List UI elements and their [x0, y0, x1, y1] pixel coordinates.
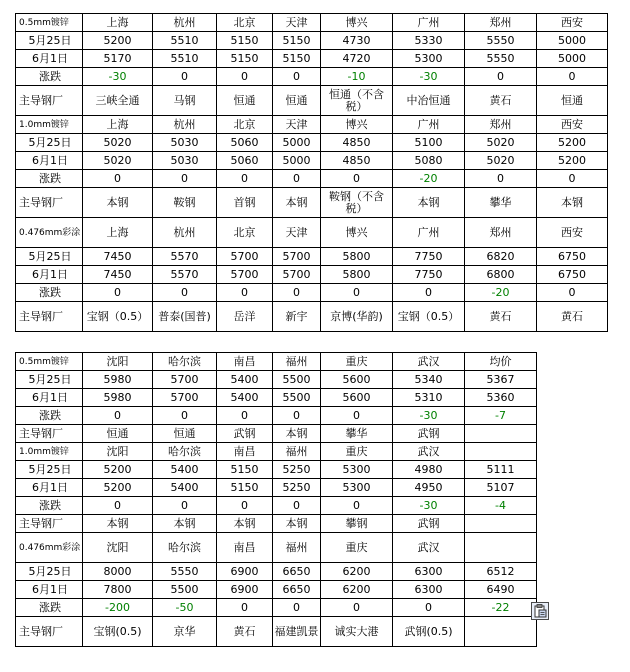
- table-cell: 6750: [537, 248, 608, 266]
- table-cell: 天津: [273, 14, 321, 32]
- table-cell: 南昌: [217, 443, 273, 461]
- table-cell: 本钢: [83, 515, 153, 533]
- table-cell: 杭州: [153, 14, 217, 32]
- row-label: 主导钢厂: [16, 302, 83, 332]
- table-cell: 7450: [83, 266, 153, 284]
- table-cell: 5250: [273, 479, 321, 497]
- table-cell: 天津: [273, 218, 321, 248]
- table-cell: [465, 425, 537, 443]
- table-row: [16, 371, 537, 389]
- table-cell: 本钢: [83, 188, 153, 218]
- table-cell: 0: [465, 170, 537, 188]
- table-row: [16, 353, 537, 371]
- table-cell: 5020: [83, 134, 153, 152]
- table-cell: 武钢: [393, 425, 465, 443]
- table-cell: 天津: [273, 116, 321, 134]
- table-cell: 普泰(国普): [153, 302, 217, 332]
- table-cell: -20: [393, 170, 465, 188]
- table-cell: 郑州: [465, 218, 537, 248]
- table-cell: 5700: [153, 371, 217, 389]
- table-cell: 福州: [273, 533, 321, 563]
- row-label: 涨跌: [16, 599, 83, 617]
- table-row: [16, 533, 537, 563]
- table-cell: 重庆: [321, 443, 393, 461]
- row-label: 0.5mm镀锌: [16, 14, 83, 32]
- table-cell: 中冶恒通: [393, 86, 465, 116]
- table-cell: 5700: [217, 248, 273, 266]
- table-cell: 0: [321, 407, 393, 425]
- table-cell: 5500: [153, 581, 217, 599]
- table-cell: 0: [273, 407, 321, 425]
- table-cell: 5150: [217, 50, 273, 68]
- table-cell: 6650: [273, 563, 321, 581]
- table-cell: 5030: [153, 152, 217, 170]
- table-cell: 0: [273, 599, 321, 617]
- table-cell: 5510: [153, 32, 217, 50]
- table-cell: 5400: [153, 479, 217, 497]
- table-cell: 宝钢(0.5): [83, 617, 153, 647]
- table-cell: 5020: [465, 152, 537, 170]
- table-cell: 4850: [321, 152, 393, 170]
- row-label: 涨跌: [16, 284, 83, 302]
- table-row: [16, 68, 608, 86]
- table-cell: -22: [465, 599, 537, 617]
- table-cell: 0: [153, 284, 217, 302]
- table-cell: 0: [273, 284, 321, 302]
- table-cell: 5150: [217, 479, 273, 497]
- table-cell: 本钢: [273, 188, 321, 218]
- table-row: [16, 266, 608, 284]
- table-cell: 京博(华韵): [321, 302, 393, 332]
- table-cell: 福州: [273, 353, 321, 371]
- table-cell: 0: [273, 497, 321, 515]
- table-cell: 7800: [83, 581, 153, 599]
- table-cell: 5170: [83, 50, 153, 68]
- table-cell: 5000: [537, 32, 608, 50]
- table-row: [16, 443, 537, 461]
- table-cell: 福建凯景: [273, 617, 321, 647]
- row-label: 1.0mm镀锌: [16, 443, 83, 461]
- table-cell: 0: [83, 407, 153, 425]
- table-cell: -30: [393, 68, 465, 86]
- table-cell: 黄石: [465, 86, 537, 116]
- table-cell: -200: [83, 599, 153, 617]
- table-cell: 4950: [393, 479, 465, 497]
- table-cell: 首钢: [217, 188, 273, 218]
- table-cell: 0: [537, 284, 608, 302]
- table-cell: 5550: [465, 50, 537, 68]
- table-cell: 5020: [465, 134, 537, 152]
- table-cell: 0: [273, 170, 321, 188]
- row-label: 5月25日: [16, 134, 83, 152]
- table-cell: 本钢: [393, 188, 465, 218]
- table-cell: 5150: [217, 32, 273, 50]
- table-cell: 4720: [321, 50, 393, 68]
- table-cell: 5000: [273, 152, 321, 170]
- table-cell: 5550: [153, 563, 217, 581]
- table-row: [16, 581, 537, 599]
- table-cell: 本钢: [537, 188, 608, 218]
- table-cell: 郑州: [465, 116, 537, 134]
- table-cell: 恒通: [537, 86, 608, 116]
- table-row: [16, 461, 537, 479]
- table-cell: 5060: [217, 134, 273, 152]
- table-cell: 5250: [273, 461, 321, 479]
- table-cell: -30: [393, 407, 465, 425]
- table-row: [16, 50, 608, 68]
- clipboard-icon[interactable]: [531, 602, 549, 620]
- table-cell: 5020: [83, 152, 153, 170]
- table-cell: 三峡全通: [83, 86, 153, 116]
- table-cell: 6650: [273, 581, 321, 599]
- table-row: [16, 599, 537, 617]
- table-cell: 5800: [321, 248, 393, 266]
- table-cell: 5111: [465, 461, 537, 479]
- table-cell: 本钢: [217, 515, 273, 533]
- table-cell: 博兴: [321, 14, 393, 32]
- table-row: [16, 170, 608, 188]
- table-cell: 4850: [321, 134, 393, 152]
- table-cell: 5980: [83, 371, 153, 389]
- table-cell: 恒通: [217, 86, 273, 116]
- table-row: [16, 515, 537, 533]
- table-cell: 鞍钢（不含税）: [321, 188, 393, 218]
- table-cell: 广州: [393, 116, 465, 134]
- table-cell: 哈尔滨: [153, 353, 217, 371]
- table-row: [16, 152, 608, 170]
- row-label: 6月1日: [16, 50, 83, 68]
- table-cell: 6490: [465, 581, 537, 599]
- row-label: 0.476mm彩涂: [16, 218, 83, 248]
- table-row: [16, 218, 608, 248]
- table-cell: 5200: [83, 461, 153, 479]
- table-row: [16, 389, 537, 407]
- table-cell: 5030: [153, 134, 217, 152]
- table-cell: 0: [217, 599, 273, 617]
- table-cell: 0: [217, 68, 273, 86]
- table-cell: 上海: [83, 14, 153, 32]
- table-cell: 重庆: [321, 353, 393, 371]
- table-cell: 恒通: [83, 425, 153, 443]
- table-cell: 攀华: [321, 425, 393, 443]
- table-cell: 武汉: [393, 533, 465, 563]
- row-label: 6月1日: [16, 152, 83, 170]
- table-cell: 0: [83, 284, 153, 302]
- table-cell: 5700: [153, 389, 217, 407]
- row-label: 0.5mm镀锌: [16, 353, 83, 371]
- table-cell: 0: [393, 599, 465, 617]
- table-cell: 攀华: [465, 188, 537, 218]
- table-cell: 5300: [393, 50, 465, 68]
- table-cell: 新宇: [273, 302, 321, 332]
- table-cell: 武汉: [393, 353, 465, 371]
- table-cell: 恒通: [273, 86, 321, 116]
- table-cell: 5980: [83, 389, 153, 407]
- table-row: [16, 617, 537, 647]
- table-cell: 0: [153, 68, 217, 86]
- table-cell: 本钢: [273, 425, 321, 443]
- price-table-cities-b: [15, 352, 537, 647]
- table-cell: 5060: [217, 152, 273, 170]
- table-cell: 6300: [393, 563, 465, 581]
- table-cell: 西安: [537, 218, 608, 248]
- row-label: 主导钢厂: [16, 425, 83, 443]
- table-cell: 岳洋: [217, 302, 273, 332]
- table-cell: -10: [321, 68, 393, 86]
- table-row: [16, 248, 608, 266]
- table-row: [16, 32, 608, 50]
- table-cell: 5300: [321, 479, 393, 497]
- table-cell: 6900: [217, 581, 273, 599]
- table-row: [16, 86, 608, 116]
- table-cell: 西安: [537, 14, 608, 32]
- table-cell: 攀钢: [321, 515, 393, 533]
- table-cell: 6800: [465, 266, 537, 284]
- row-label: 6月1日: [16, 479, 83, 497]
- table-cell: 8000: [83, 563, 153, 581]
- table-cell: 5330: [393, 32, 465, 50]
- table-cell: 沈阳: [83, 353, 153, 371]
- row-label: 涨跌: [16, 497, 83, 515]
- table-cell: 沈阳: [83, 443, 153, 461]
- table-cell: 0: [217, 170, 273, 188]
- table-cell: 5600: [321, 371, 393, 389]
- table-cell: 0: [321, 170, 393, 188]
- table-cell: 均价: [465, 353, 537, 371]
- table-cell: 马钢: [153, 86, 217, 116]
- price-table-cities-a: [15, 13, 608, 332]
- row-label: 涨跌: [16, 170, 83, 188]
- table-cell: 杭州: [153, 116, 217, 134]
- table-cell: 5080: [393, 152, 465, 170]
- table-row: [16, 116, 608, 134]
- table-cell: 恒通（不含税）: [321, 86, 393, 116]
- table-cell: 0: [217, 284, 273, 302]
- table-cell: 鞍钢: [153, 188, 217, 218]
- row-label: 涨跌: [16, 68, 83, 86]
- table-cell: 0: [393, 284, 465, 302]
- table-cell: 0: [153, 497, 217, 515]
- table-cell: 南昌: [217, 533, 273, 563]
- table-cell: 5700: [273, 266, 321, 284]
- table-cell: 武汉: [393, 443, 465, 461]
- table-cell: 5000: [273, 134, 321, 152]
- table-cell: 0: [321, 599, 393, 617]
- table-cell: 0: [153, 170, 217, 188]
- table-cell: 5400: [153, 461, 217, 479]
- table-cell: 沈阳: [83, 533, 153, 563]
- table-cell: 5150: [273, 50, 321, 68]
- table-cell: 4730: [321, 32, 393, 50]
- table-cell: 5800: [321, 266, 393, 284]
- table-row: [16, 563, 537, 581]
- table-cell: 0: [83, 497, 153, 515]
- table-cell: 5300: [321, 461, 393, 479]
- row-label: 1.0mm镀锌: [16, 116, 83, 134]
- table-cell: 6200: [321, 581, 393, 599]
- table-cell: 5360: [465, 389, 537, 407]
- table-cell: -50: [153, 599, 217, 617]
- table-cell: 福州: [273, 443, 321, 461]
- table-cell: 0: [537, 68, 608, 86]
- table-cell: 博兴: [321, 116, 393, 134]
- table-row: [16, 284, 608, 302]
- row-label: 5月25日: [16, 248, 83, 266]
- table-cell: 南昌: [217, 353, 273, 371]
- table-cell: 杭州: [153, 218, 217, 248]
- table-cell: 京华: [153, 617, 217, 647]
- table-cell: 北京: [217, 14, 273, 32]
- table-cell: 本钢: [153, 515, 217, 533]
- table-row: [16, 134, 608, 152]
- table-cell: [465, 515, 537, 533]
- row-label: 6月1日: [16, 266, 83, 284]
- table-cell: 黄石: [465, 302, 537, 332]
- table-cell: 0: [217, 407, 273, 425]
- table-cell: 诚实大港: [321, 617, 393, 647]
- table-cell: 0: [465, 68, 537, 86]
- table-cell: 5200: [83, 32, 153, 50]
- table-cell: 0: [153, 407, 217, 425]
- table-cell: 6900: [217, 563, 273, 581]
- table-cell: 宝钢（0.5）: [83, 302, 153, 332]
- table-cell: 5150: [273, 32, 321, 50]
- table-cell: 博兴: [321, 218, 393, 248]
- table-row: [16, 407, 537, 425]
- table-cell: 哈尔滨: [153, 533, 217, 563]
- table-row: [16, 302, 608, 332]
- table-cell: 本钢: [273, 515, 321, 533]
- row-label: 主导钢厂: [16, 86, 83, 116]
- table-cell: 5310: [393, 389, 465, 407]
- table-row: [16, 14, 608, 32]
- table-cell: 5200: [537, 134, 608, 152]
- row-label: 主导钢厂: [16, 188, 83, 218]
- table-cell: 5150: [217, 461, 273, 479]
- table-cell: 5510: [153, 50, 217, 68]
- row-label: 5月25日: [16, 32, 83, 50]
- table-cell: 0: [537, 170, 608, 188]
- table-cell: 5400: [217, 371, 273, 389]
- table-cell: 6512: [465, 563, 537, 581]
- table-cell: -30: [83, 68, 153, 86]
- table-cell: 0: [83, 170, 153, 188]
- table-cell: 7750: [393, 248, 465, 266]
- table-cell: 6750: [537, 266, 608, 284]
- table-cell: 5570: [153, 248, 217, 266]
- row-label: 涨跌: [16, 407, 83, 425]
- table-cell: 北京: [217, 218, 273, 248]
- table-cell: 0: [217, 497, 273, 515]
- table-cell: 5500: [273, 371, 321, 389]
- row-label: 6月1日: [16, 389, 83, 407]
- table-cell: 恒通: [153, 425, 217, 443]
- table-cell: 5570: [153, 266, 217, 284]
- row-label: 主导钢厂: [16, 617, 83, 647]
- table-cell: 上海: [83, 116, 153, 134]
- table-cell: 5500: [273, 389, 321, 407]
- table-cell: 武钢: [217, 425, 273, 443]
- table-cell: 0: [273, 68, 321, 86]
- table-cell: 5200: [83, 479, 153, 497]
- table-cell: 北京: [217, 116, 273, 134]
- table-cell: [465, 617, 537, 647]
- table-cell: 黄石: [537, 302, 608, 332]
- row-label: 0.476mm彩涂: [16, 533, 83, 563]
- table-cell: 4980: [393, 461, 465, 479]
- table-cell: 广州: [393, 14, 465, 32]
- table-cell: 黄石: [217, 617, 273, 647]
- table-cell: -7: [465, 407, 537, 425]
- table-cell: 6200: [321, 563, 393, 581]
- table-cell: 5600: [321, 389, 393, 407]
- table-cell: -20: [465, 284, 537, 302]
- table-cell: 5400: [217, 389, 273, 407]
- table-cell: -30: [393, 497, 465, 515]
- table-cell: 0: [321, 497, 393, 515]
- table-cell: -4: [465, 497, 537, 515]
- table-cell: 上海: [83, 218, 153, 248]
- table-cell: 5700: [217, 266, 273, 284]
- table-cell: 5000: [537, 50, 608, 68]
- table-cell: 5107: [465, 479, 537, 497]
- table-cell: 重庆: [321, 533, 393, 563]
- table-cell: 广州: [393, 218, 465, 248]
- table-cell: 哈尔滨: [153, 443, 217, 461]
- table-cell: 6300: [393, 581, 465, 599]
- table-cell: 5700: [273, 248, 321, 266]
- row-label: 5月25日: [16, 563, 83, 581]
- table-cell: 5100: [393, 134, 465, 152]
- row-label: 5月25日: [16, 371, 83, 389]
- table-row: [16, 425, 537, 443]
- table-cell: 0: [321, 284, 393, 302]
- table-cell: 7750: [393, 266, 465, 284]
- table-cell: 武钢: [393, 515, 465, 533]
- table-cell: 宝钢（0.5）: [393, 302, 465, 332]
- table-cell: 7450: [83, 248, 153, 266]
- row-label: 6月1日: [16, 581, 83, 599]
- table-cell: 6820: [465, 248, 537, 266]
- table-cell: 5367: [465, 371, 537, 389]
- table-row: [16, 188, 608, 218]
- table-row: [16, 497, 537, 515]
- table-cell: [465, 533, 537, 563]
- table-cell: 武钢(0.5): [393, 617, 465, 647]
- table-cell: 5200: [537, 152, 608, 170]
- table-row: [16, 479, 537, 497]
- table-cell: 5340: [393, 371, 465, 389]
- table-cell: 郑州: [465, 14, 537, 32]
- table-cell: 西安: [537, 116, 608, 134]
- table-cell: [465, 443, 537, 461]
- row-label: 5月25日: [16, 461, 83, 479]
- table-cell: 5550: [465, 32, 537, 50]
- row-label: 主导钢厂: [16, 515, 83, 533]
